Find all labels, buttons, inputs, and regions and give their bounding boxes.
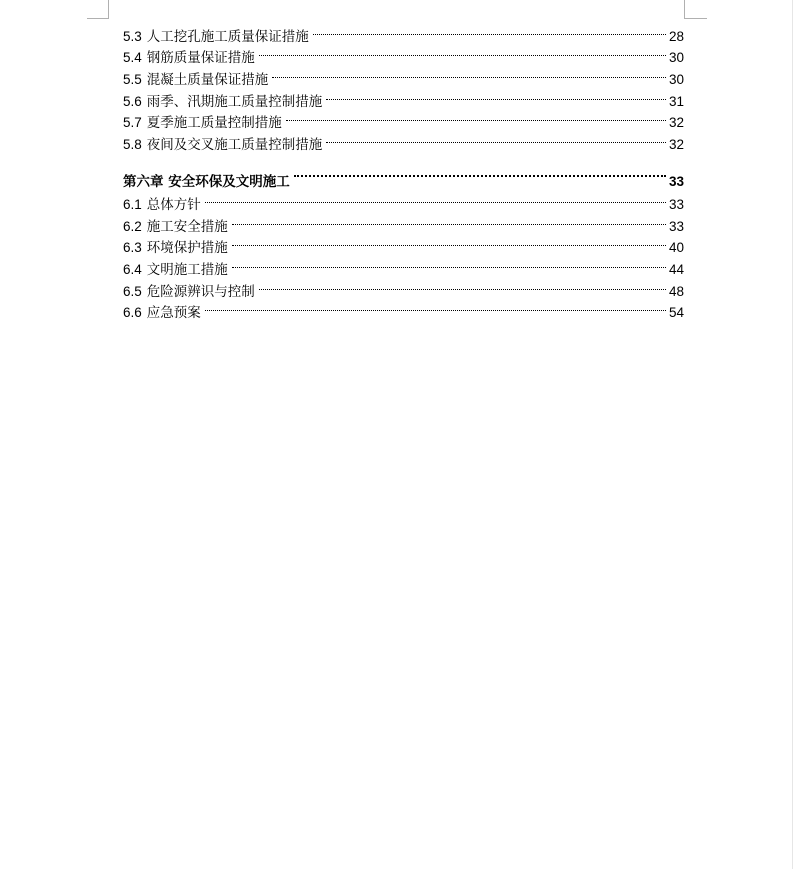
toc-entry-number: 5.6 [123, 93, 142, 109]
toc-dot-leader [232, 231, 666, 253]
toc-dot-leader [313, 19, 666, 41]
toc-entry-number: 6.4 [123, 261, 142, 277]
toc-entry-number: 5.3 [123, 28, 142, 44]
toc-chapter-title: 第六章 安全环保及文明施工 [123, 174, 290, 191]
toc-entry-title: 混凝土质量保证措施 [146, 72, 269, 89]
toc-dot-leader [232, 252, 666, 274]
toc-entry-6-6[interactable] [123, 296, 684, 322]
toc-dot-leader [205, 296, 666, 318]
page-corner-mark [87, 18, 108, 19]
toc-dot-leader [232, 209, 666, 231]
toc-entry-number: 6.3 [123, 240, 142, 256]
toc-dot-leader [294, 153, 666, 186]
toc-entry-number: 6.2 [123, 218, 142, 234]
toc-entry-number: 5.4 [123, 50, 142, 66]
toc-entry-page-number: 32 [668, 115, 684, 131]
toc-entry-title: 雨季、汛期施工质量控制措施 [146, 93, 323, 110]
toc-entry-page-number: 31 [668, 93, 684, 109]
toc-entry-number: 5.7 [123, 115, 142, 131]
toc-entry-title: 总体方针 [146, 196, 201, 213]
toc-dot-leader [326, 84, 666, 106]
toc-dot-leader [286, 106, 666, 128]
toc-entry-number: 6.1 [123, 196, 142, 212]
toc-entry-page-number: 30 [668, 50, 684, 66]
toc-entry-title: 夜间及交叉施工质量控制措施 [146, 137, 323, 154]
toc-entry-page-number: 33 [668, 196, 684, 212]
toc-entry-page-number: 44 [668, 261, 684, 277]
toc-entry-page-number: 33 [668, 218, 684, 234]
page-corner-mark [684, 0, 685, 19]
page-corner-mark [108, 0, 109, 19]
toc-entry-title: 施工安全措施 [146, 218, 228, 235]
page-edge-shadow [792, 0, 793, 869]
toc-entry-title: 夏季施工质量控制措施 [146, 115, 282, 132]
toc-entry-number: 6.6 [123, 305, 142, 321]
toc-entry-number: 5.8 [123, 137, 142, 153]
toc-dot-leader [259, 41, 666, 63]
toc-entry-6-1[interactable] [123, 187, 684, 213]
toc-entry-title: 环境保护措施 [146, 240, 228, 257]
toc-chapter-page-number: 33 [668, 174, 684, 190]
toc-dot-leader [272, 62, 666, 84]
toc-entry-page-number: 40 [668, 240, 684, 256]
toc-entry-page-number: 32 [668, 137, 684, 153]
toc-entry-title: 危险源辨识与控制 [146, 283, 255, 300]
page-corner-mark [685, 18, 707, 19]
toc-entry-5-3[interactable] [123, 19, 684, 45]
toc-entry-title: 钢筋质量保证措施 [146, 50, 255, 67]
toc-entry-title: 文明施工措施 [146, 261, 228, 278]
toc-entry-number: 6.5 [123, 283, 142, 299]
table-of-contents [123, 19, 684, 322]
toc-dot-leader [259, 274, 666, 296]
toc-dot-leader [205, 187, 666, 209]
toc-entry-6-2[interactable] [123, 209, 684, 235]
toc-entry-number: 5.5 [123, 72, 142, 88]
toc-entry-title: 人工挖孔施工质量保证措施 [146, 28, 309, 45]
toc-entry-page-number: 28 [668, 28, 684, 44]
toc-entry-page-number: 48 [668, 283, 684, 299]
toc-dot-leader [326, 127, 666, 149]
toc-entry-page-number: 54 [668, 305, 684, 321]
toc-entry-page-number: 30 [668, 72, 684, 88]
toc-entry-title: 应急预案 [146, 305, 201, 322]
toc-chapter-6[interactable] [123, 153, 684, 191]
